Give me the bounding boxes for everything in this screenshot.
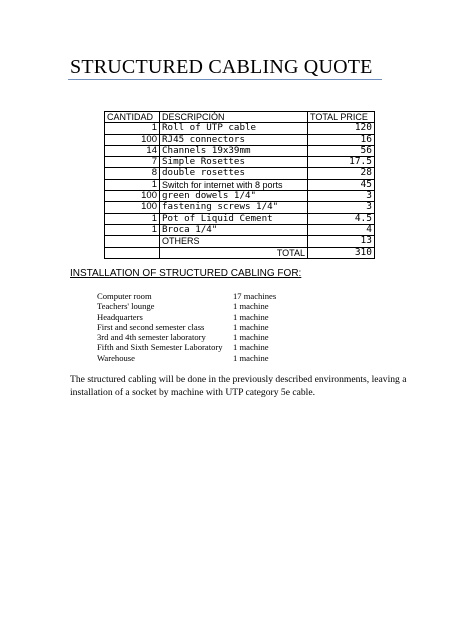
bullet-icon: [84, 322, 97, 332]
row-price: 56: [308, 145, 375, 156]
row-price: 3: [308, 202, 375, 213]
location-name: Teachers' lounge: [97, 301, 155, 312]
location-name: Warehouse: [97, 352, 135, 363]
list-item: [84, 353, 276, 363]
table-row: [105, 123, 375, 134]
list-item: [84, 332, 276, 342]
machine-count: 1 machine: [233, 332, 269, 343]
table-row: [105, 202, 375, 213]
location-name: First and second semester class: [97, 321, 205, 332]
table-row: [105, 213, 375, 224]
document-title: STRUCTURED CABLING QUOTE: [70, 56, 373, 78]
row-description: Simple Rosettes: [160, 157, 308, 168]
table-row: [105, 168, 375, 179]
row-quantity: 1: [105, 179, 160, 190]
table-row: [105, 236, 375, 247]
header-quantity: CANTIDAD: [105, 112, 160, 123]
row-quantity: 1: [105, 123, 160, 134]
bullet-icon: [84, 342, 97, 352]
row-price: 28: [308, 168, 375, 179]
list-item: [84, 322, 276, 332]
row-quantity: 7: [105, 157, 160, 168]
total-value: 310: [308, 247, 375, 258]
row-quantity: 1: [105, 213, 160, 224]
row-description: Broca 1/4": [160, 224, 308, 235]
list-item: [84, 342, 276, 352]
description-paragraph: The structured cabling will be done in the previously described environments, leaving a installation of a socket by machine with UTP category 5e cable.: [70, 374, 407, 398]
row-quantity: 14: [105, 145, 160, 156]
row-description: fastening screws 1/4": [160, 202, 308, 213]
table-row: [105, 224, 375, 235]
header-description: DESCRIPCIÓN: [160, 112, 308, 123]
row-quantity: 100: [105, 191, 160, 202]
row-description: green dowels 1/4": [160, 191, 308, 202]
row-price: 4.5: [308, 213, 375, 224]
installation-list: [84, 291, 276, 363]
installation-heading: INSTALLATION OF STRUCTURED CABLING FOR:: [70, 268, 302, 279]
machine-count: 1 machine: [233, 352, 269, 363]
row-quantity: 1: [105, 224, 160, 235]
quote-table: [104, 111, 375, 259]
row-description: RJ45 connectors: [160, 134, 308, 145]
title-underline: [68, 79, 382, 80]
total-empty-cell: [105, 247, 160, 258]
row-description: Channels 19x39mm: [160, 145, 308, 156]
bullet-icon: [84, 301, 97, 311]
header-total-price: TOTAL PRICE: [308, 112, 375, 123]
machine-count: 1 machine: [233, 321, 269, 332]
row-quantity: 100: [105, 202, 160, 213]
row-price: 4: [308, 224, 375, 235]
total-label: TOTAL: [160, 247, 308, 258]
bullet-icon: [84, 291, 97, 301]
bullet-icon: [84, 312, 97, 322]
table-row: [105, 157, 375, 168]
table-row: [105, 134, 375, 145]
table-row: [105, 179, 375, 190]
row-description: Switch for internet with 8 ports: [160, 179, 308, 190]
row-price: 17.5: [308, 157, 375, 168]
row-price: 13: [308, 236, 375, 247]
row-price: 120: [308, 123, 375, 134]
machine-count: 1 machine: [233, 301, 269, 312]
table-row: [105, 191, 375, 202]
list-item: [84, 312, 276, 322]
row-price: 3: [308, 191, 375, 202]
row-quantity: [105, 236, 160, 247]
row-description: Roll of UTP cable: [160, 123, 308, 134]
location-name: Headquarters: [97, 311, 143, 322]
row-description: OTHERS: [160, 236, 308, 247]
table-row: [105, 145, 375, 156]
row-price: 16: [308, 134, 375, 145]
machine-count: 1 machine: [233, 342, 269, 353]
location-name: Computer room: [97, 291, 152, 301]
table-total-row: [105, 247, 375, 258]
machine-count: 1 machine: [233, 311, 269, 322]
list-item: [84, 301, 276, 311]
bullet-icon: [84, 332, 97, 342]
machine-count: 17 machines: [233, 291, 277, 301]
row-quantity: 100: [105, 134, 160, 145]
row-description: Pot of Liquid Cement: [160, 213, 308, 224]
location-name: 3rd and 4th semester laboratory: [97, 332, 206, 343]
location-name: Fifth and Sixth Semester Laboratory: [97, 342, 223, 353]
row-quantity: 8: [105, 168, 160, 179]
row-price: 45: [308, 179, 375, 190]
bullet-icon: [84, 353, 97, 363]
list-item: [84, 291, 276, 301]
table-header-row: [105, 112, 375, 123]
row-description: double rosettes: [160, 168, 308, 179]
